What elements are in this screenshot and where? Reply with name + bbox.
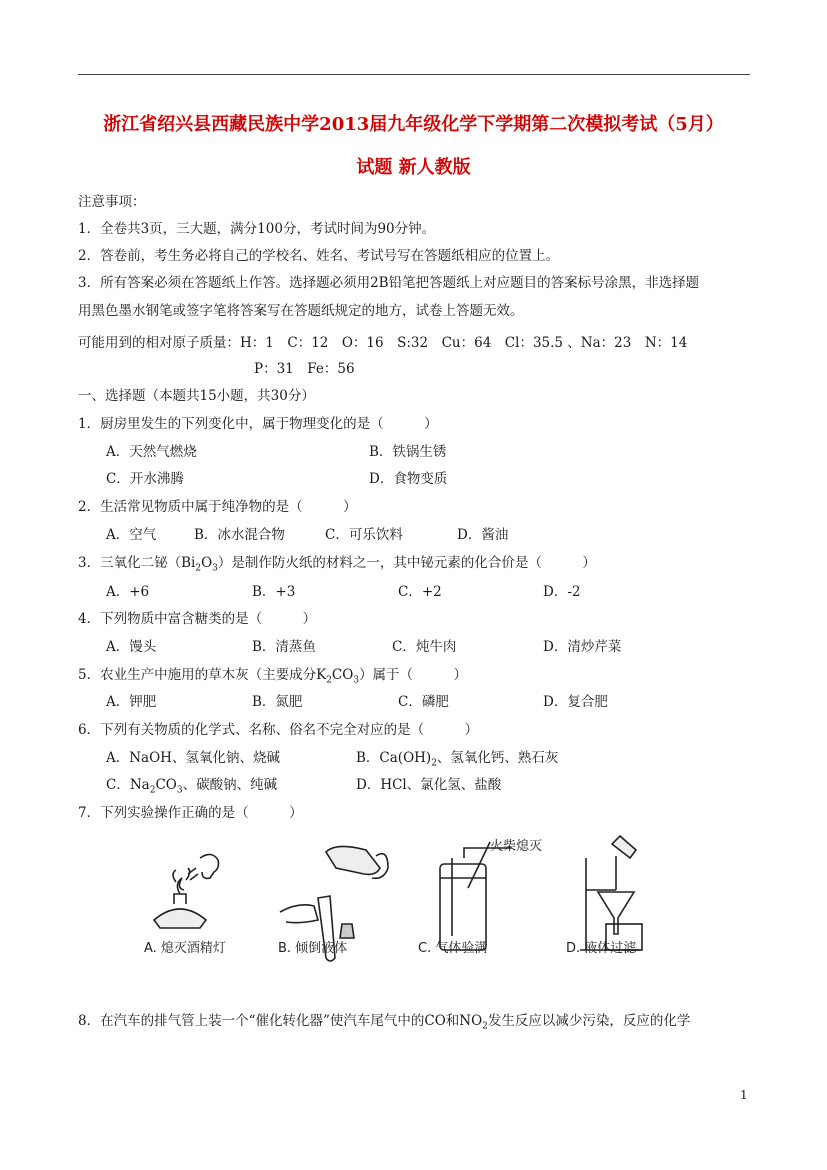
lab-operations-figure (140, 828, 670, 964)
q4-option-d: D．清炒芹菜 (543, 639, 622, 655)
atomic-masses-line1: 可能用到的相对原子质量：H：1 C：12 O：16 S:32 Cu：64 Cl：35.5 、Na：23 N：14 (78, 335, 688, 351)
q1-stem: 1．厨房里发生的下列变化中，属于物理变化的是（ ） (78, 416, 438, 432)
caption-b: B. 倾倒液体 (278, 941, 348, 956)
q4-option-b: B．清蒸鱼 (252, 639, 316, 655)
notice-item-1: 1．全卷共3页，三大题，满分100分，考试时间为90分钟。 (78, 221, 436, 237)
filtration-illustration (580, 836, 642, 950)
section1-heading: 一、选择题（本题共15小题，共30分） (78, 388, 315, 404)
page-title: 浙江省绍兴县西藏民族中学2013届九年级化学下学期第二次模拟考试（5月） (103, 114, 724, 135)
q4-stem: 4．下列物质中富含糖类的是（ ） (78, 611, 317, 627)
q5-option-a: A．钾肥 (106, 694, 157, 710)
q2-stem: 2．生活常见物质中属于纯净物的是（ ） (78, 499, 357, 515)
notice-item-3: 3．所有答案必须在答题纸上作答。选择题必须用2B铅笔把答题纸上对应题目的答案标号涂黑，非选择题 (78, 275, 700, 291)
alcohol-lamp-illustration (154, 854, 219, 928)
q5-option-c: C．磷肥 (398, 694, 449, 710)
q3-option-b: B．+3 (252, 584, 296, 600)
q3-option-c: C．+2 (398, 584, 442, 600)
q1-option-d: D．食物变质 (369, 471, 448, 487)
q4-option-c: C．炖牛肉 (392, 639, 457, 655)
gas-check-illustration (440, 842, 512, 950)
q2-option-d: D．酱油 (457, 527, 509, 543)
q3-stem: 3．三氧化二铋$(Bi_2O_3)$是制作防火纸的材料之一，其中铋元素的化合价是（ ） (78, 555, 596, 574)
notice-heading: 注意事项： (78, 194, 146, 210)
q6-stem: 6．下列有关物质的化学式、名称、俗名不完全对应的是（ ） (78, 722, 479, 738)
caption-a: A. 熄灭酒精灯 (144, 941, 226, 956)
caption-d: D. 液体过滤 (566, 941, 637, 956)
notice-item-3-cont: 用黑色墨水钢笔或签字笔将答案写在答题纸规定的地方，试卷上答题无效。 (78, 303, 524, 319)
q1-option-b: B．铁锅生锈 (369, 444, 447, 460)
atomic-masses-line2: P：31 Fe：56 (254, 361, 355, 377)
q2-option-b: B．冰水混合物 (194, 527, 285, 543)
q4-option-a: A．馒头 (106, 639, 157, 655)
q5-option-d: D．复合肥 (543, 694, 608, 710)
q5-stem: 5．农业生产中施用的草木灰（主要成分$K_2CO_3$）属于（ ） (78, 667, 468, 686)
q1-option-c: C．开水沸腾 (106, 471, 184, 487)
q3-option-d: D．-2 (543, 584, 581, 600)
q2-option-c: C．可乐饮料 (325, 527, 403, 543)
q2-option-a: A．空气 (106, 527, 157, 543)
notice-item-2: 2．答卷前，考生务必将自己的学校名、姓名、考试号写在答题纸相应的位置上。 (78, 248, 560, 264)
q6-option-c: C．$Na_2CO_3$、碳酸钠、纯碱 (106, 777, 278, 796)
caption-c: C. 气体验满 (418, 941, 488, 956)
q6-option-d: D．HCl、氯化氢、盐酸 (356, 777, 502, 793)
page-subtitle: 试题 新人教版 (356, 157, 471, 178)
q6-option-a: A．NaOH、氢氧化钠、烧碱 (106, 750, 280, 766)
q6-option-b: B．$Ca(OH)_2$、氢氧化钙、熟石灰 (356, 750, 559, 769)
header-rule (78, 74, 750, 75)
q3-option-a: A．+6 (106, 584, 150, 600)
q8-stem: 8．在汽车的排气管上装一个“催化转化器”使汽车尾气中的CO和$NO_2$发生反应以减少污染，反应的化学 (78, 1013, 691, 1032)
annotation-match-out: 火柴熄灭 (490, 839, 543, 854)
page-number: 1 (740, 1088, 748, 1102)
q7-stem: 7．下列实验操作正确的是（ ） (78, 805, 303, 821)
q5-option-b: B．氮肥 (252, 694, 303, 710)
q1-option-a: A．天然气燃烧 (106, 444, 197, 460)
